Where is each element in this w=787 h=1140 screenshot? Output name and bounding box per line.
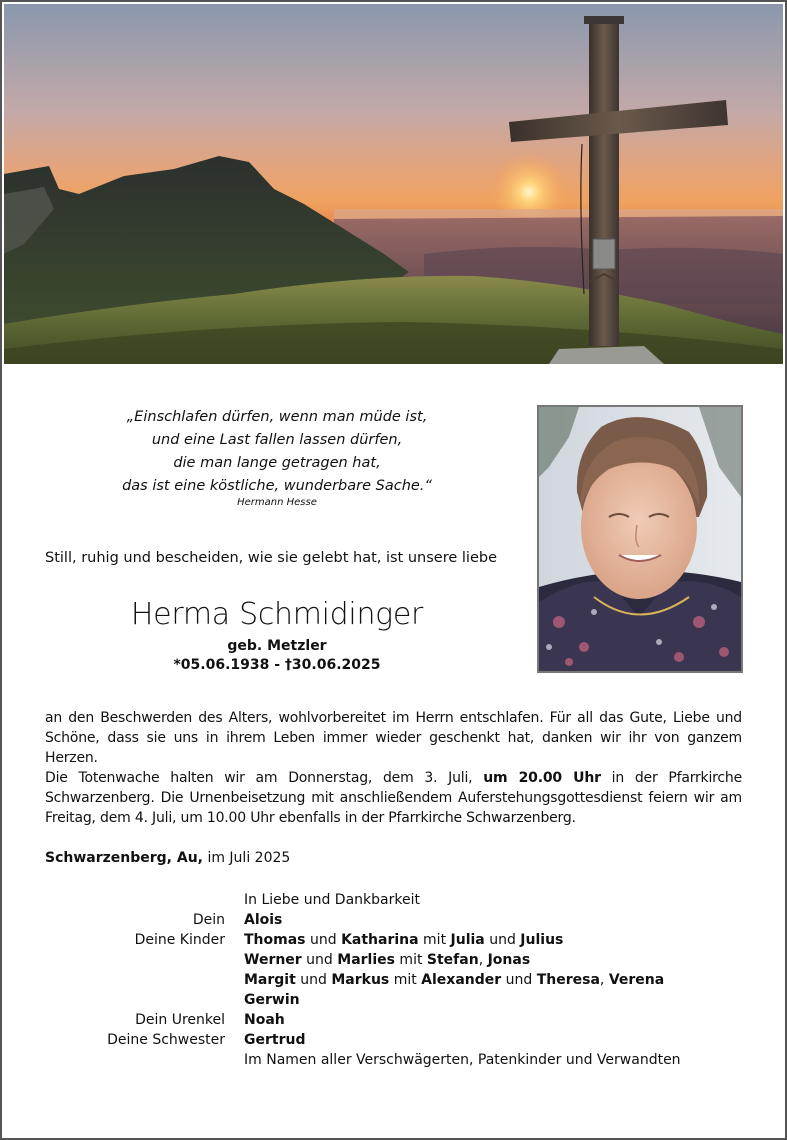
relation-label: Dein (192, 912, 225, 928)
maiden-name: geb. Metzler (227, 638, 327, 654)
place-date (45, 850, 290, 866)
relation-label: Dein Urenkel (135, 1012, 225, 1028)
connector-text: mit (418, 932, 451, 948)
person-name: Noah (244, 1012, 285, 1028)
signature-row (2, 1010, 785, 1030)
mountain-cross-photo (4, 4, 783, 364)
person-name: Margit (244, 972, 296, 988)
person-name: Theresa (536, 972, 600, 988)
family-names (244, 970, 664, 990)
signature-opening: In Liebe und Dankbarkeit (244, 892, 420, 908)
service-paragraph (45, 768, 742, 828)
signature-row (2, 970, 785, 990)
place-name: Schwarzenberg, Au, (45, 850, 203, 866)
person-name: Thomas (244, 932, 306, 948)
signature-block (2, 890, 785, 1070)
signature-row (2, 950, 785, 970)
person-name: Verena (608, 972, 665, 988)
quote-author: Hermann Hesse (237, 497, 317, 508)
deceased-name: Herma Schmidinger (130, 597, 424, 632)
quote-line: das ist eine köstliche, wunderbare Sache.“ (122, 478, 432, 494)
connector-text: und (295, 972, 332, 988)
connector-text: mit (394, 952, 427, 968)
service-text-1: Die Totenwache halten wir am Donnerstag, dem 3. Juli, (45, 770, 484, 786)
family-names (244, 1010, 285, 1030)
quote-line: und eine Last fallen lassen dürfen, (151, 432, 403, 448)
person-name: Alois (244, 912, 283, 928)
connector-text: und (501, 972, 537, 988)
family-names (244, 950, 530, 970)
person-name: Marlies (337, 952, 395, 968)
family-names (244, 930, 563, 950)
person-name: Katharina (341, 932, 419, 948)
connector-text: , (478, 952, 488, 968)
signature-opening-row (2, 890, 785, 910)
person-name: Jonas (487, 952, 531, 968)
connector-text: mit (389, 972, 422, 988)
person-name: Julius (520, 932, 564, 948)
person-name: Stefan (426, 952, 479, 968)
person-name: Alexander (421, 972, 502, 988)
service-text-2: in der Pfarrkirche Schwarzenberg. Die Urnenbeisetzung mit anschließendem Auferstehungsgottesdienst feiern wir am Freitag, dem 4. Juli, um 10.00 Uhr ebenfalls in der Pfarrkirche Schwarzenberg. (45, 770, 742, 826)
family-names (244, 1030, 305, 1050)
signature-closing: Im Namen aller Verschwägerten, Patenkinder und Verwandten (244, 1052, 681, 1068)
family-names (244, 910, 282, 930)
service-time: um 20.00 Uhr (483, 770, 601, 786)
signature-rows (2, 910, 785, 1050)
family-names (244, 990, 300, 1010)
announcement-paragraph: an den Beschwerden des Alters, wohlvorbereitet im Herrn entschlafen. Für all das Gute, Liebe und Schöne, dass sie uns in ihrem Leben immer wieder geschenkt hat, danken wir ihr von ganzem Herzen. (45, 710, 742, 766)
connector-text: und (484, 932, 521, 948)
quote (102, 406, 452, 508)
connector-text: und (301, 952, 338, 968)
portrait-photo (537, 405, 743, 673)
person-name: Gertrud (244, 1032, 306, 1048)
quote-line: die man lange getragen hat, (173, 455, 381, 471)
person-name: Werner (244, 952, 302, 968)
signature-row (2, 1030, 785, 1050)
signature-row (2, 930, 785, 950)
signature-row (2, 910, 785, 930)
intro-text: Still, ruhig und bescheiden, wie sie gelebt hat, ist unsere liebe (45, 550, 497, 566)
connector-text: , (599, 972, 609, 988)
person-name: Markus (331, 972, 390, 988)
place-date-text: im Juli 2025 (203, 850, 291, 866)
relation-label: Deine Schwester (107, 1032, 225, 1048)
signature-closing-row (2, 1050, 785, 1070)
relation-label: Deine Kinder (134, 932, 225, 948)
person-name: Gerwin (244, 992, 300, 1008)
connector-text: und (305, 932, 342, 948)
life-dates: *05.06.1938 - †30.06.2025 (173, 657, 381, 673)
person-name: Julia (450, 932, 485, 948)
signature-row (2, 990, 785, 1010)
quote-line: „Einschlafen dürfen, wenn man müde ist, (126, 409, 428, 425)
